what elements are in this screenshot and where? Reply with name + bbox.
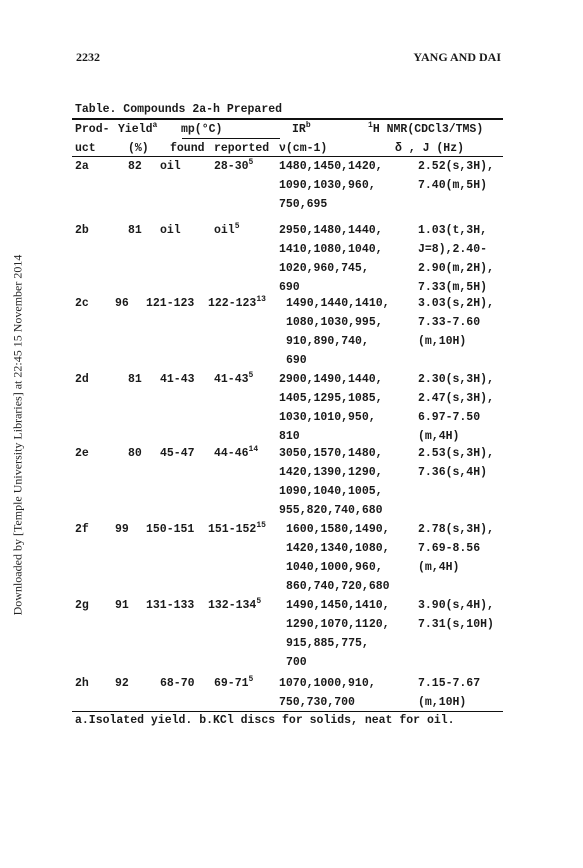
row-nmr-line: 2.53(s,3H), xyxy=(418,447,494,460)
row-ir-line: 690 xyxy=(279,281,300,294)
header-mp-found: found xyxy=(170,142,205,155)
row-ir-line: 860,740,720,680 xyxy=(286,580,390,593)
row-nmr-line: 2.47(s,3H), xyxy=(418,392,494,405)
row-nmr-line: (m,4H) xyxy=(418,561,460,574)
page-number: 2232 xyxy=(76,50,100,64)
row-ir-line: 2950,1480,1440, xyxy=(279,224,383,237)
row-mp-reported xyxy=(214,676,253,691)
row-ir-line: 690 xyxy=(286,354,307,367)
row-ir-line: 3050,1570,1480, xyxy=(279,447,383,460)
header-nmr-label: H NMR(CDCl3/TMS) xyxy=(372,123,484,136)
row-product: 2f xyxy=(75,523,89,536)
row-nmr-line: 7.31(s,10H) xyxy=(418,618,494,631)
row-mp-found: oil xyxy=(160,160,181,173)
header-mp-reported: reported xyxy=(214,142,270,155)
row-yield: 91 xyxy=(115,599,129,612)
table-footnote: a.Isolated yield. b.KCl discs for solids, neat for oil. xyxy=(75,714,455,727)
row-nmr-line: 7.33(m,5H) xyxy=(418,281,488,294)
row-mp-found: 68-70 xyxy=(160,677,195,690)
row-reference-mark: 5 xyxy=(256,597,262,607)
row-ir-line: 810 xyxy=(279,430,300,443)
row-nmr-line: 7.69-8.56 xyxy=(418,542,481,555)
row-mp-found: 45-47 xyxy=(160,447,195,460)
row-ir-line: 750,695 xyxy=(279,198,328,211)
header-ir xyxy=(292,122,311,137)
row-mp-found: oil xyxy=(160,224,181,237)
row-nmr-line: 2.30(s,3H), xyxy=(418,373,494,386)
row-nmr-line: (m,10H) xyxy=(418,696,467,709)
header-ir-label: IR xyxy=(292,123,306,136)
header-yield-unit: (%) xyxy=(128,142,149,155)
row-product: 2h xyxy=(75,677,89,690)
row-nmr-line: (m,10H) xyxy=(418,335,467,348)
row-mp-found: 150-151 xyxy=(146,523,195,536)
row-reference-mark: 15 xyxy=(256,521,266,531)
row-mp-reported-value: 28-30 xyxy=(214,160,249,173)
row-ir-line: 1090,1030,960, xyxy=(279,179,376,192)
row-nmr-line: 2.52(s,3H), xyxy=(418,160,494,173)
row-nmr-line: 7.15-7.67 xyxy=(418,677,481,690)
row-product: 2c xyxy=(75,297,89,310)
row-nmr-line: 2.90(m,2H), xyxy=(418,262,494,275)
row-reference-mark: 5 xyxy=(234,222,240,232)
row-ir-line: 1480,1450,1420, xyxy=(279,160,383,173)
row-nmr-line: 3.03(s,2H), xyxy=(418,297,494,310)
header-ir-unit: ν(cm-1) xyxy=(279,142,328,155)
row-mp-reported-value: oil xyxy=(214,224,235,237)
header-ir-footnote-mark: b xyxy=(305,121,311,131)
row-ir-line: 1490,1440,1410, xyxy=(286,297,390,310)
row-ir-line: 955,820,740,680 xyxy=(279,504,383,517)
row-ir-line: 1070,1000,910, xyxy=(279,677,376,690)
row-ir-line: 1490,1450,1410, xyxy=(286,599,390,612)
header-yield xyxy=(118,122,157,137)
row-reference-mark: 5 xyxy=(248,675,254,685)
row-mp-reported-value: 151-152 xyxy=(208,523,257,536)
row-ir-line: 1080,1030,995, xyxy=(286,316,383,329)
row-mp-reported xyxy=(214,372,253,387)
row-ir-line: 700 xyxy=(286,656,307,669)
row-ir-line: 1290,1070,1120, xyxy=(286,618,390,631)
header-nmr-unit: δ , J (Hz) xyxy=(395,142,465,155)
download-watermark-text: Downloaded by [Temple University Libraries] at 22:45 15 November 2014 xyxy=(10,254,25,616)
row-ir-line: 915,885,775, xyxy=(286,637,369,650)
row-mp-reported-value: 41-43 xyxy=(214,373,249,386)
header-yield-label: Yield xyxy=(118,123,153,136)
row-ir-line: 1020,960,745, xyxy=(279,262,369,275)
row-product: 2e xyxy=(75,447,89,460)
row-nmr-line: 7.40(m,5H) xyxy=(418,179,488,192)
row-yield: 81 xyxy=(128,224,142,237)
row-ir-line: 1090,1040,1005, xyxy=(279,485,383,498)
row-mp-reported-value: 132-134 xyxy=(208,599,257,612)
row-mp-reported xyxy=(208,598,261,613)
row-product: 2d xyxy=(75,373,89,386)
table-top-rule xyxy=(72,118,503,120)
row-mp-reported-value: 69-71 xyxy=(214,677,249,690)
row-mp-reported xyxy=(214,159,253,174)
row-yield: 82 xyxy=(128,160,142,173)
row-mp-reported-value: 44-46 xyxy=(214,447,249,460)
row-yield: 80 xyxy=(128,447,142,460)
row-mp-reported xyxy=(208,522,266,537)
row-ir-line: 1040,1000,960, xyxy=(286,561,383,574)
row-ir-line: 1030,1010,950, xyxy=(279,411,376,424)
download-watermark xyxy=(8,235,28,635)
row-ir-line: 1420,1340,1080, xyxy=(286,542,390,555)
row-yield: 81 xyxy=(128,373,142,386)
row-mp-found: 131-133 xyxy=(146,599,195,612)
row-ir-line: 1600,1580,1490, xyxy=(286,523,390,536)
row-product: 2a xyxy=(75,160,89,173)
row-mp-found: 121-123 xyxy=(146,297,195,310)
header-mp: mp(°C) xyxy=(181,123,223,136)
row-nmr-line: 6.97-7.50 xyxy=(418,411,481,424)
row-mp-reported xyxy=(208,296,266,311)
row-product: 2g xyxy=(75,599,89,612)
row-reference-mark: 5 xyxy=(248,371,254,381)
running-head: YANG AND DAI xyxy=(413,50,501,64)
row-yield: 92 xyxy=(115,677,129,690)
header-nmr-superscript: 1 xyxy=(368,121,373,131)
row-ir-line: 750,730,700 xyxy=(279,696,355,709)
table-caption: Table. Compounds 2a-h Prepared xyxy=(75,103,283,116)
row-ir-line: 1420,1390,1290, xyxy=(279,466,383,479)
row-ir-line: 2900,1490,1440, xyxy=(279,373,383,386)
row-reference-mark: 14 xyxy=(248,445,259,455)
mp-group-rule xyxy=(182,138,280,139)
row-mp-reported-value: 122-123 xyxy=(208,297,257,310)
header-product: Prod- xyxy=(75,123,110,136)
row-ir-line: 910,890,740, xyxy=(286,335,369,348)
row-nmr-line: 7.36(s,4H) xyxy=(418,466,488,479)
header-yield-footnote-mark: a xyxy=(152,121,158,131)
header-product-cont: uct xyxy=(75,142,96,155)
row-reference-mark: 5 xyxy=(248,158,254,168)
row-yield: 96 xyxy=(115,297,129,310)
row-mp-reported xyxy=(214,446,258,461)
row-mp-found: 41-43 xyxy=(160,373,195,386)
table-header-rule xyxy=(72,156,503,157)
row-nmr-line: 3.90(s,4H), xyxy=(418,599,494,612)
row-ir-line: 1405,1295,1085, xyxy=(279,392,383,405)
row-nmr-line: 1.03(t,3H, xyxy=(418,224,488,237)
row-nmr-line: 7.33-7.60 xyxy=(418,316,481,329)
row-nmr-line: J=8),2.40- xyxy=(418,243,488,256)
row-yield: 99 xyxy=(115,523,129,536)
header-nmr xyxy=(368,122,483,137)
table-bottom-rule xyxy=(72,711,503,712)
row-mp-reported xyxy=(214,223,240,238)
row-nmr-line: (m,4H) xyxy=(418,430,460,443)
row-nmr-line: 2.78(s,3H), xyxy=(418,523,494,536)
row-product: 2b xyxy=(75,224,89,237)
row-ir-line: 1410,1080,1040, xyxy=(279,243,383,256)
row-reference-mark: 13 xyxy=(256,295,266,305)
